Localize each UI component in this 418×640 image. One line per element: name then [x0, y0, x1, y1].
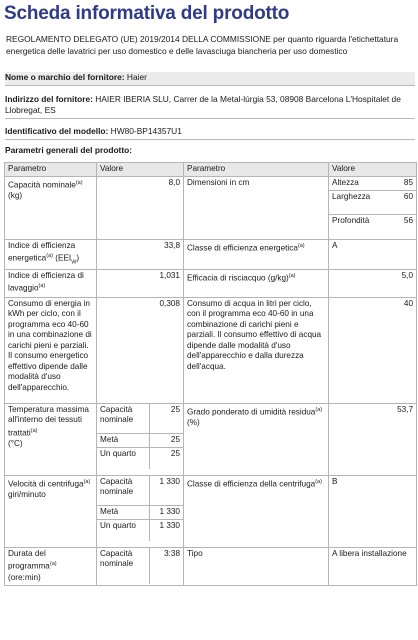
duration-rated-label: Capacità nominale	[97, 548, 149, 584]
spin-half-label: Metà	[97, 506, 149, 520]
supplier-label: Nome o marchio del fornitore:	[5, 72, 125, 82]
parameters-table	[4, 162, 417, 586]
duration-unit: (ore:min)	[8, 572, 41, 582]
table-row	[5, 176, 417, 239]
energy-class-label: Classe di efficienza energetica	[187, 243, 298, 253]
header-value-2: Valore	[329, 163, 417, 177]
capacity-value: 8,0	[97, 176, 184, 239]
temperature-label: Temperatura massima all'interno dei tessuti trattati	[8, 404, 89, 438]
dimensions-subtable	[329, 177, 416, 239]
rinsing-value: 5,0	[329, 269, 417, 297]
duration-rated-value: 3:38	[164, 548, 180, 558]
supplier-value: Haier	[126, 72, 147, 82]
spin-speed-subtable	[97, 476, 183, 542]
depth-value: 56	[403, 216, 413, 225]
width-label: Larghezza	[329, 191, 394, 215]
footnote-mark: (a)	[297, 242, 305, 249]
footnote-mark: (a)	[75, 179, 83, 186]
humidity-label: Grado ponderato di umidità residua	[187, 407, 316, 417]
dimensions-label: Dimensioni in cm	[184, 176, 329, 239]
energy-class-value: A	[329, 239, 417, 269]
table-row	[5, 297, 417, 403]
footnote-mark: (a)	[49, 561, 57, 568]
temp-rated-label: Capacità nominale	[97, 404, 149, 434]
regulation-text: REGOLAMENTO DELEGATO (UE) 2019/2014 DELLA COMMISSIONE per quanto riguarda l'etichettatura energetica delle lavatrici per uso domestico e delle lavasciuga biancheria per uso domestico	[6, 34, 399, 56]
eei-value: 33,8	[97, 239, 184, 269]
footnote-mark: (a)	[38, 283, 46, 290]
capacity-label: Capacità nominale	[8, 180, 76, 190]
washing-index-label: Indice di efficienza di lavaggio	[8, 270, 84, 294]
eei-unit-sub: W	[71, 259, 77, 266]
spin-half-value: 1 330	[149, 506, 183, 520]
footnote-mark: (a)	[315, 478, 322, 485]
spin-rated-value: 1 330	[149, 476, 183, 506]
energy-consumption-label: Consumo di energia in kWh per ciclo, con il programma eco 40-60 in una combinazione di carichi pieni e parziali. Il consumo energetico effettivo dipende dalle modalità d'uso dell'apparecchio.	[5, 297, 97, 403]
duration-subtable	[97, 548, 183, 584]
width-value: 60	[394, 191, 416, 215]
table-row	[5, 239, 417, 269]
eei-label: Indice di efficienza energetica	[8, 240, 76, 263]
temperature-unit: (°C)	[8, 439, 23, 449]
general-params-label: Parametri generali del prodotto:	[5, 145, 133, 155]
depth-label: Profondità	[332, 216, 370, 225]
height-label: Altezza	[329, 177, 394, 191]
type-label: Tipo	[184, 547, 329, 585]
footnote-mark: (a)	[315, 406, 323, 413]
header-value-1: Valore	[97, 163, 184, 177]
temp-quarter-value: 25	[170, 448, 180, 458]
humidity-unit: (%)	[187, 418, 200, 428]
water-consumption-value: 40	[329, 297, 417, 403]
temp-rated-value: 25	[149, 404, 183, 434]
table-row	[5, 547, 417, 585]
footnote-mark: (a)	[30, 427, 38, 434]
table-row	[5, 475, 417, 547]
capacity-unit: (kg)	[8, 190, 23, 200]
footnote-mark: (a)	[46, 253, 53, 259]
model-label: Identificativo del modello:	[5, 126, 109, 136]
spin-quarter-value: 1 330	[159, 520, 180, 530]
eei-unit: (EEI	[55, 253, 72, 263]
address-label: Indirizzo del fornitore:	[5, 94, 93, 104]
spin-speed-label: Velocità di centrifuga	[8, 479, 84, 489]
humidity-value: 53,7	[329, 403, 417, 475]
temp-half-label: Metà	[97, 434, 149, 448]
header-param-2: Parametro	[184, 163, 329, 177]
header-param-1: Parametro	[5, 163, 97, 177]
spin-quarter-label: Un quarto	[97, 519, 149, 541]
page-title: Scheda informativa del prodotto	[4, 3, 290, 24]
type-value: A libera installazione	[329, 547, 417, 585]
spin-speed-unit: giri/minuto	[8, 490, 46, 500]
eei-unit-close: )	[76, 253, 80, 263]
model-value: HW80-BP14357U1	[110, 126, 182, 136]
spin-class-label: Classe di efficienza della centrifuga	[187, 479, 316, 489]
washing-index-value: 1,031	[97, 269, 184, 297]
temp-half-value: 25	[149, 434, 183, 448]
table-row	[5, 269, 417, 297]
footnote-mark: (a)	[83, 478, 91, 485]
supplier-row	[5, 72, 415, 86]
model-row	[5, 126, 415, 140]
temp-quarter-label: Un quarto	[97, 447, 149, 469]
spin-class-value: B	[329, 475, 417, 547]
water-consumption-label: Consumo di acqua in litri per ciclo, con il programma eco 40-60 in una combinazione di carichi pieni e parziali. Il consumo effettivo di acqua dipende dalle modalità d'uso dell'apparecchio e dalla durezza dell'acqua.	[184, 297, 329, 403]
energy-consumption-value: 0,308	[97, 297, 184, 403]
table-header-row	[5, 163, 417, 177]
height-value: 85	[394, 177, 416, 191]
general-params-row	[5, 145, 415, 158]
spin-rated-label: Capacità nominale	[97, 476, 149, 506]
address-value: HAIER IBERIA SLU, Carrer de la Metal-lúrgia 53, 08908 Barcelona L'Hospitalet de Llobregat, ES	[5, 94, 401, 115]
address-row	[5, 94, 415, 119]
rinsing-label: Efficacia di risciacquo (g/kg)	[187, 273, 289, 283]
duration-label: Durata del programma	[8, 548, 50, 572]
footnote-mark: (a)	[288, 272, 296, 279]
table-row	[5, 403, 417, 475]
temperature-subtable	[97, 404, 183, 470]
